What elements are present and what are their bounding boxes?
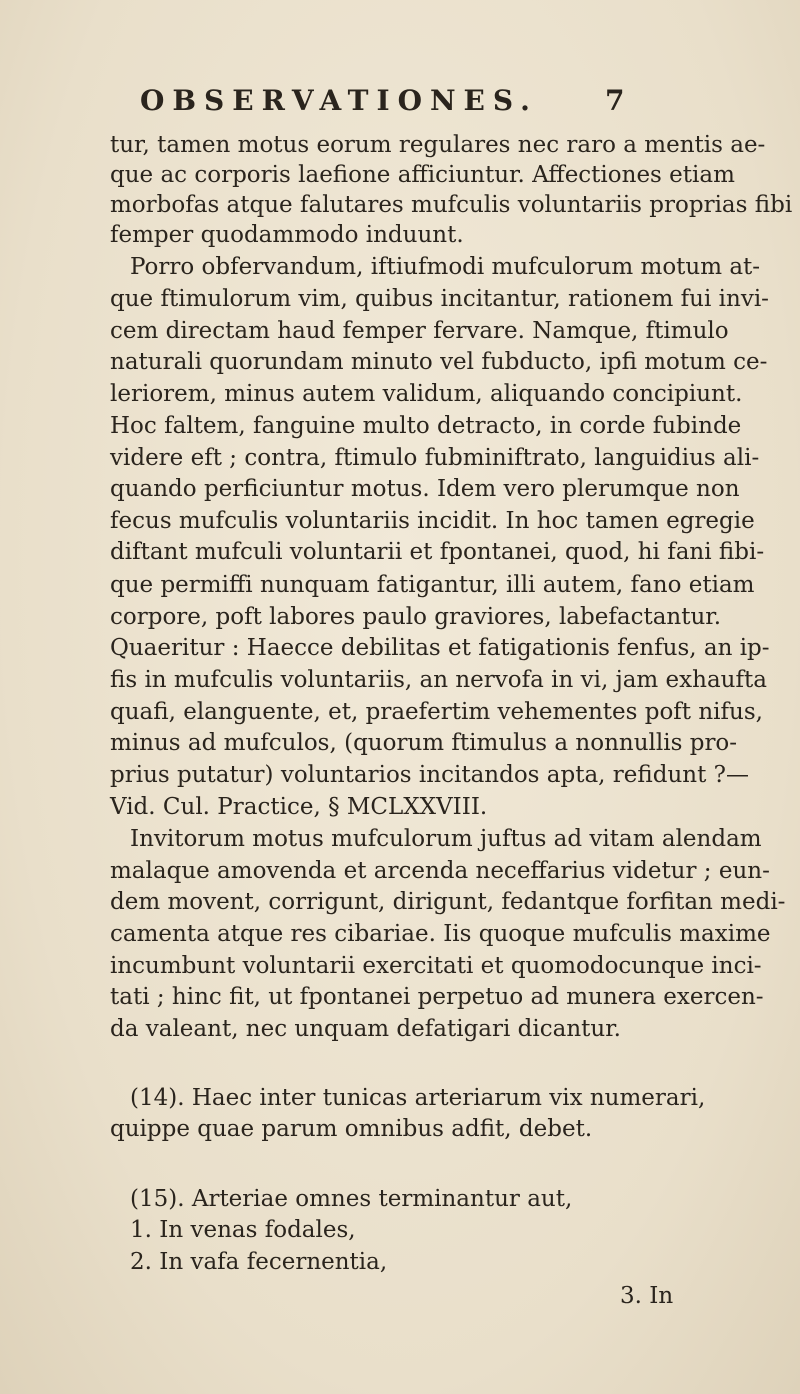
text-line: minus ad mufculos, (quorum ftimulus a nonnullis pro- (110, 730, 738, 756)
text-line: quafi, elanguente, et, praefertim vehementes poft nifus, (110, 699, 763, 725)
text-line: femper quodammodo induunt. (110, 222, 464, 248)
text-line: 1. In venas fodales, (130, 1217, 356, 1243)
text-line: cem directam haud femper fervare. Namque, ftimulo (110, 318, 729, 344)
text-line: que permiffi nunquam fatigantur, illi autem, fano etiam (110, 572, 755, 598)
text-line: fis in mufculis voluntariis, an nervofa in vi, jam exhaufta (110, 667, 767, 693)
text-line: naturali quorundam minuto vel fubducto, ipfi motum ce- (110, 349, 768, 375)
text-line: dem movent, corrigunt, dirigunt, fedantque forfitan medi- (110, 889, 786, 915)
text-line: que ftimulorum vim, quibus incitantur, rationem fui invi- (110, 286, 769, 312)
text-line: fecus mufculis voluntariis incidit. In hoc tamen egregie (110, 508, 755, 534)
catchword: 3. In (620, 1283, 674, 1309)
text-line: diftant mufculi voluntarii et fpontanei, quod, hi fani fibi- (110, 539, 765, 565)
text-line: (14). Haec inter tunicas arteriarum vix numerari, (130, 1085, 706, 1111)
text-line: videre eft ; contra, ftimulo fubminiftrato, languidius ali- (110, 445, 760, 471)
text-line: Invitorum motus mufculorum juftus ad vitam alendam (130, 826, 762, 852)
text-line: tati ; hinc fit, ut fpontanei perpetuo ad munera exercen- (110, 984, 764, 1010)
text-line: Quaeritur : Haecce debilitas et fatigationis fenfus, an ip- (110, 635, 770, 661)
text-line: Porro obfervandum, iftiufmodi mufculorum motum at- (130, 254, 761, 280)
text-line: malaque amovenda et arcenda neceffarius videtur ; eun- (110, 858, 770, 884)
text-line: camenta atque res cibariae. Iis quoque mufculis maxime (110, 921, 771, 947)
text-line: (15). Arteriae omnes terminantur aut, (130, 1186, 573, 1212)
page-number: 7 (605, 84, 625, 117)
text-line: da valeant, nec unquam defatigari dicantur. (110, 1016, 621, 1042)
text-line: leriorem, minus autem validum, aliquando concipiunt. (110, 381, 743, 407)
text-line: prius putatur) voluntarios incitandos apta, refidunt ?— (110, 762, 749, 788)
text-line: quando perficiuntur motus. Idem vero plerumque non (110, 476, 740, 502)
text-line: tur, tamen motus eorum regulares nec raro a mentis ae- (110, 132, 766, 158)
text-line: quippe quae parum omnibus adfit, debet. (110, 1116, 593, 1142)
text-line: corpore, poft labores paulo graviores, labefactantur. (110, 604, 722, 630)
text-line: que ac corporis laefione afficiuntur. Affectiones etiam (110, 162, 735, 188)
running-head: OBSERVATIONES. (140, 84, 538, 117)
text-line: morbofas atque falutares mufculis voluntariis proprias fibi (110, 192, 793, 218)
text-line: incumbunt voluntarii exercitati et quomodocunque inci- (110, 953, 762, 979)
text-line: Vid. Cul. Practice, § MCLXXVIII. (110, 794, 488, 820)
text-line: 2. In vafa fecernentia, (130, 1249, 388, 1275)
text-line: Hoc faltem, fanguine multo detracto, in corde fubinde (110, 413, 742, 439)
